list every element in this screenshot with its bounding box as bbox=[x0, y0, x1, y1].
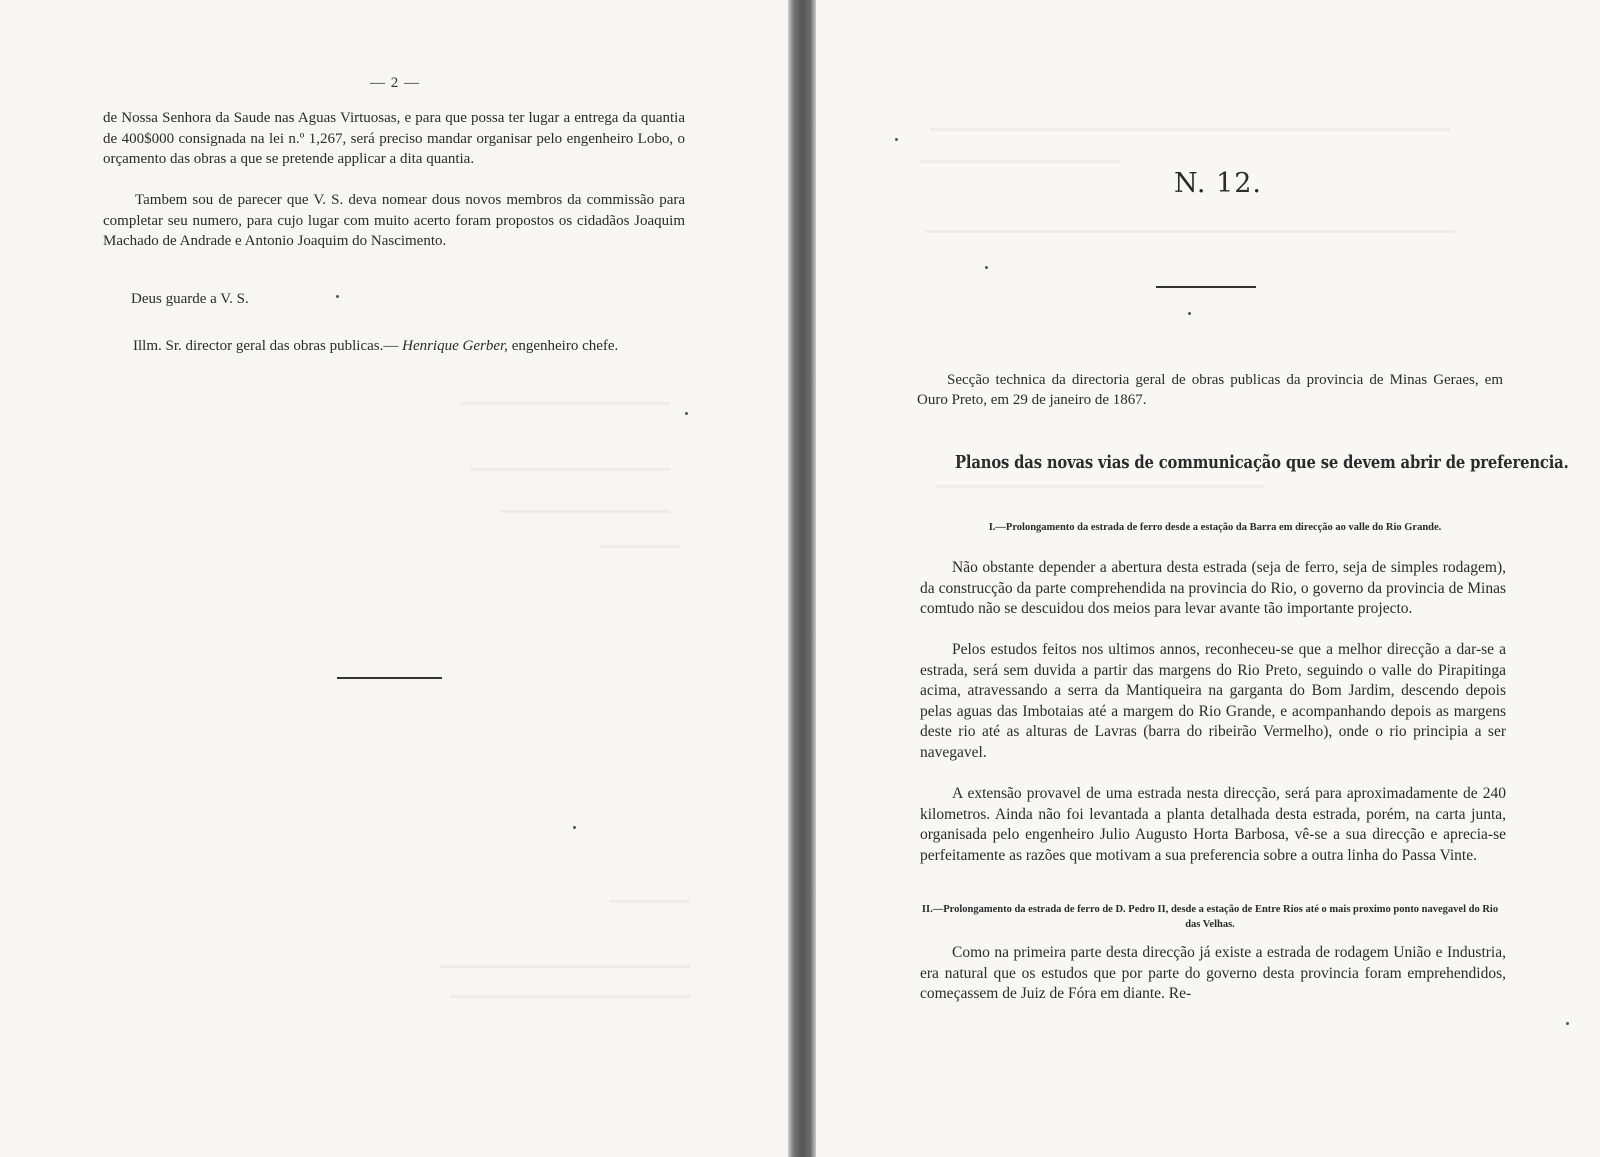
section-title: Planos das novas vias de communicação que se devem abrir de preferencia. bbox=[955, 452, 1569, 473]
signature-line bbox=[101, 336, 686, 357]
section-divider bbox=[1156, 286, 1256, 288]
section-divider bbox=[337, 677, 442, 679]
paragraph: de Nossa Senhora da Saude nas Aguas Virtuosas, e para que possa ter lugar a entrega da quantia de 400$000 consignada na lei n.º 1,267, será preciso mandar organisar pelo engenheiro Lobo, o orçamento das obras a que se pretende applicar a dita quantia. bbox=[103, 110, 685, 167]
paragraph: Como na primeira parte desta direcção já existe a estrada de rodagem União e Industria, era natural que os estudos que por parte do governo desta provincia foram emprehendidos, começassem de Juiz de Fóra em diante. Re- bbox=[920, 944, 1506, 1003]
closing-salutation: Deus guarde a V. S. bbox=[131, 291, 249, 307]
left-page bbox=[0, 0, 788, 1157]
subsection-heading: I.—Prolongamento da estrada de ferro desde a estação da Barra em direcção ao valle do Rio Grande. bbox=[988, 522, 1442, 533]
paragraph: A extensão provavel de uma estrada nesta direcção, será para aproximadamente de 240 kilometros. Ainda não foi levantada a planta detalhada desta estrada, porém, na carta junta, organisada pelo engenheiro Julio Augusto Horta Barbosa, vê-se a sua direcção e aprecia-se perfeitamente as razões que motivam a sua preferencia sobre a outra linha do Passa Vinte. bbox=[920, 785, 1506, 864]
dateline: Secção technica da directoria geral de obras publicas da provincia de Minas Geraes, em Ouro Preto, em 29 de janeiro de 1867. bbox=[917, 372, 1503, 408]
document-number: N. 12. bbox=[1174, 168, 1263, 199]
paragraph: Tambem sou de parecer que V. S. deva nomear dous novos membros da commissão para completar seu numero, para cujo lugar com muito acerto foram propostos os cidadãos Joaquim Machado de Andrade e Antonio Joaquim do Nascimento. bbox=[103, 192, 685, 249]
paragraph: Não obstante depender a abertura desta estrada (seja de ferro, seja de simples rodagem), da construcção da parte comprehendida na provincia do Rio, o governo da provincia de Minas comtudo não se descuidou dos meios para levar avante tão importante projecto. bbox=[920, 559, 1506, 618]
signature-suffix: engenheiro chefe. bbox=[507, 338, 619, 354]
paragraph: Pelos estudos feitos nos ultimos annos, reconheceu-se que a melhor direcção a dar-se a estrada, será sem duvida a partir das margens do Rio Preto, seguindo o valle do Pirapitinga acima, atravessando a serra da Mantiqueira na garganta do Bom Jardim, descendo depois pelas aguas das Imbotaias até a margem do Rio Grande, e acompanhando depois as margens deste rio até as alturas de Lavras (barra do ribeirão Vermelho), onde o rio principia a ser navegavel. bbox=[920, 641, 1506, 761]
signature-name: Henrique Gerber, bbox=[402, 338, 508, 354]
subsection-heading: II.—Prolongamento da estrada de ferro de D. Pedro II, desde a estação de Entre Rios até o mais proximo ponto navegavel do Rio das Velhas. bbox=[921, 904, 1499, 930]
page-number: — 2 — bbox=[370, 75, 420, 91]
signature-prefix: Illm. Sr. director geral das obras publicas.— bbox=[133, 338, 403, 354]
book-gutter bbox=[788, 0, 816, 1157]
